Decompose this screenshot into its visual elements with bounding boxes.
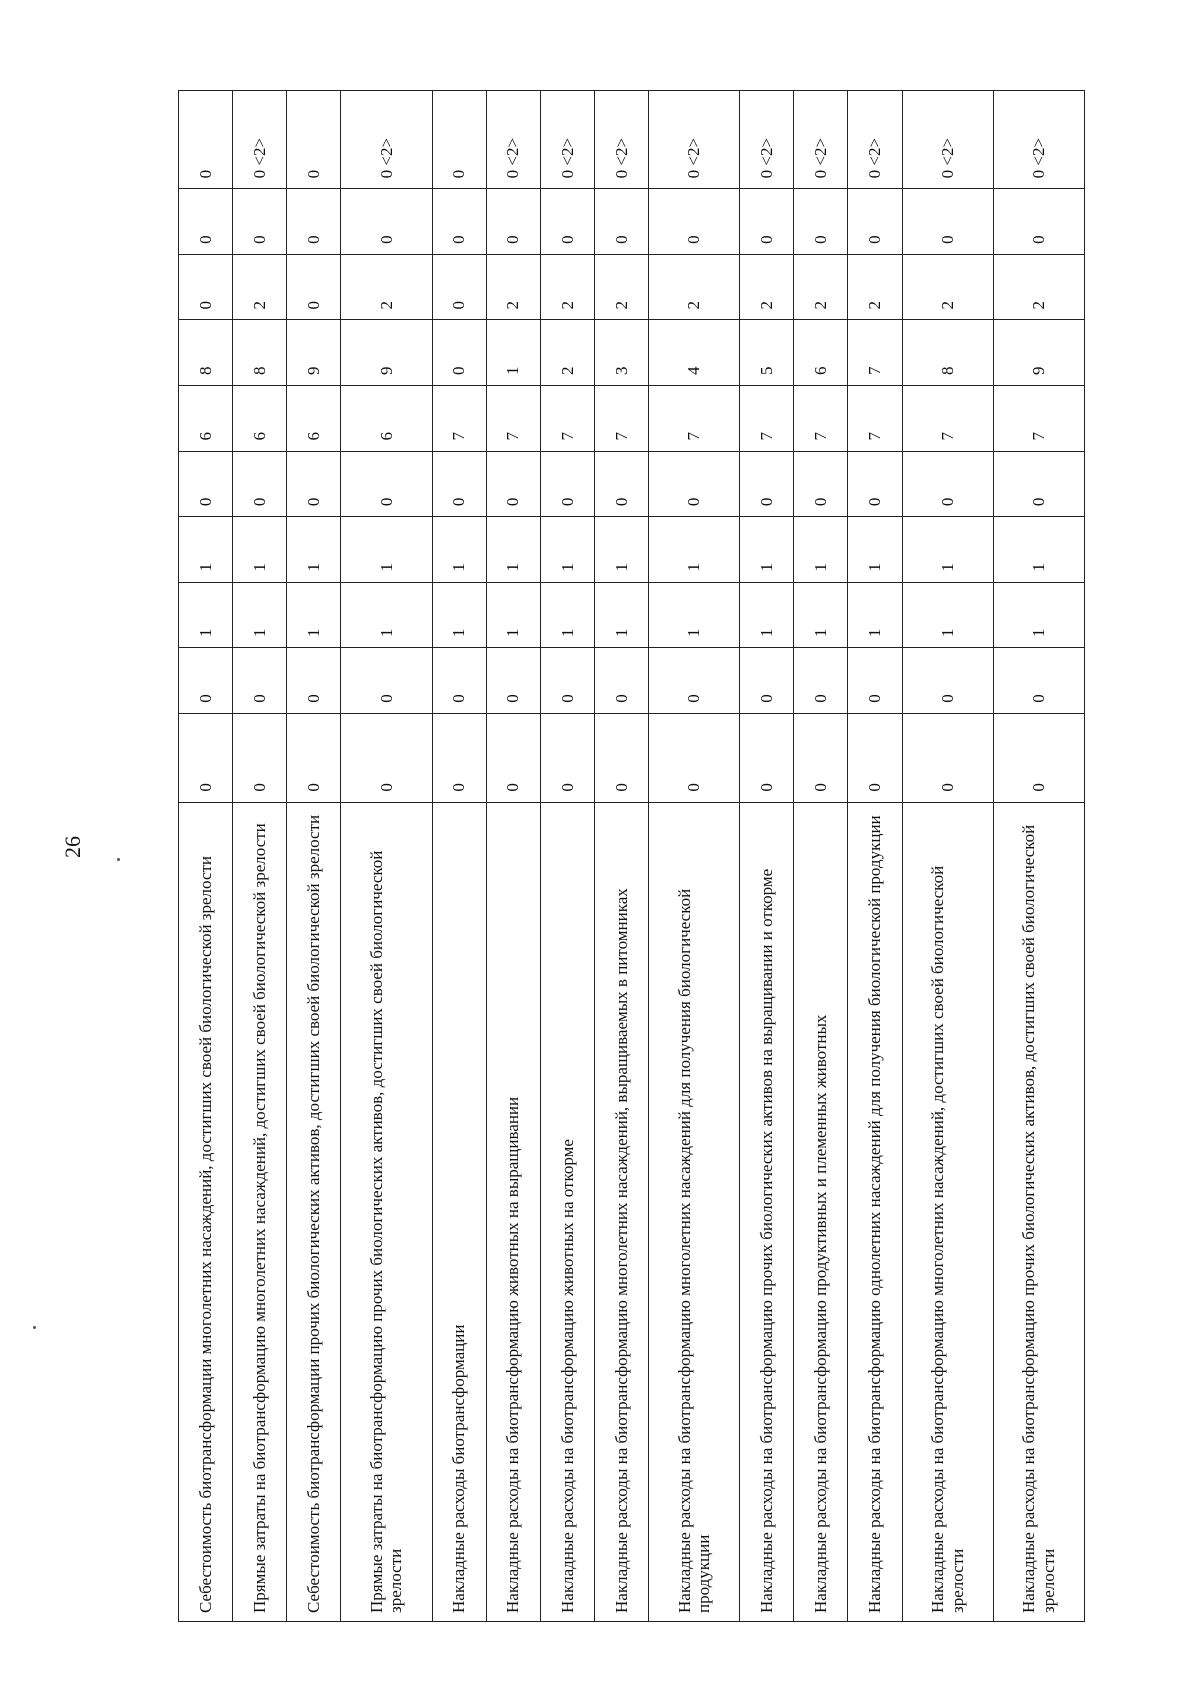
row-name-cell: Накладные расходы биотрансформации — [432, 802, 486, 1621]
code-digit-cell: 1 — [486, 582, 540, 648]
code-digit-cell: 1 — [740, 582, 794, 648]
code-digit-cell: 0 — [287, 451, 341, 517]
code-digit-cell: 1 — [287, 582, 341, 648]
table-row — [848, 91, 902, 1622]
row-name-cell: Прямые затраты на биотрансформацию многолетних насаждений, достигших своей биологической зрелости — [233, 802, 287, 1621]
code-digit-cell: 0 — [179, 254, 233, 320]
code-digit-cell: 1 — [287, 517, 341, 583]
code-digit-cell: 0 — [740, 189, 794, 255]
code-digit-cell: 8 — [233, 320, 287, 386]
code-digit-cell: 1 — [540, 582, 594, 648]
code-digit-cell: 0 — [594, 451, 648, 517]
page-number: 26 — [60, 836, 85, 858]
code-digit-cell: 0 — [848, 713, 902, 802]
code-digit-cell: 0 — [432, 320, 486, 386]
table-row — [341, 91, 432, 1622]
row-name-cell: Накладные расходы на биотрансформацию многолетних насаждений для получения биологической продукции — [649, 802, 740, 1621]
row-name-cell: Накладные расходы на биотрансформацию прочих биологических активов на выращивании и откорме — [740, 802, 794, 1621]
code-digit-cell: 0 — [432, 189, 486, 255]
row-name-cell: Прямые затраты на биотрансформацию прочих биологических активов, достигших своей биологической зрелости — [341, 802, 432, 1621]
code-digit-cell: 0 — [649, 451, 740, 517]
code-digit-cell: 0 — [649, 189, 740, 255]
code-digit-cell: 2 — [540, 320, 594, 386]
code-digit-cell: 1 — [594, 582, 648, 648]
code-digit-cell: 0 — [432, 254, 486, 320]
code-digit-cell: 0 — [233, 713, 287, 802]
code-digit-cell: 0 — [287, 713, 341, 802]
code-digit-cell: 0 — [902, 713, 993, 802]
code-digit-cell: 2 — [233, 254, 287, 320]
table-body — [179, 91, 1085, 1622]
code-digit-cell: 0 — [848, 451, 902, 517]
code-digit-cell: 0 — [179, 648, 233, 714]
table-row — [179, 91, 233, 1622]
code-digit-cell: 2 — [341, 254, 432, 320]
code-digit-cell: 0 — [233, 189, 287, 255]
code-digit-cell: 7 — [740, 385, 794, 451]
code-digit-cell: 0 — [179, 91, 233, 189]
code-digit-cell: 0 — [649, 648, 740, 714]
code-digit-cell: 7 — [486, 385, 540, 451]
code-digit-cell: 7 — [848, 320, 902, 386]
code-digit-cell: 0 <2> — [540, 91, 594, 189]
code-digit-cell: 0 — [740, 648, 794, 714]
code-digit-cell: 7 — [848, 385, 902, 451]
code-digit-cell: 0 — [287, 254, 341, 320]
table-row — [649, 91, 740, 1622]
code-digit-cell: 7 — [649, 385, 740, 451]
code-digit-cell: 0 — [287, 91, 341, 189]
code-digit-cell: 1 — [233, 582, 287, 648]
table-row — [540, 91, 594, 1622]
code-digit-cell: 0 — [594, 189, 648, 255]
code-digit-cell: 7 — [794, 385, 848, 451]
code-digit-cell: 1 — [540, 517, 594, 583]
code-digit-cell: 0 — [740, 713, 794, 802]
row-name-cell: Себестоимость биотрансформации многолетних насаждений, достигших своей биологической зрелости — [179, 802, 233, 1621]
code-digit-cell: 0 — [179, 713, 233, 802]
code-digit-cell: 0 — [540, 451, 594, 517]
table-row — [902, 91, 993, 1622]
code-digit-cell: 0 — [848, 648, 902, 714]
code-digit-cell: 2 — [486, 254, 540, 320]
code-digit-cell: 1 — [486, 320, 540, 386]
code-digit-cell: 0 <2> — [341, 91, 432, 189]
code-digit-cell: 0 — [233, 451, 287, 517]
code-digit-cell: 0 — [594, 713, 648, 802]
table-row — [993, 91, 1084, 1622]
code-digit-cell: 1 — [794, 517, 848, 583]
code-digit-cell: 1 — [179, 582, 233, 648]
scan-speck — [33, 1326, 36, 1329]
code-digit-cell: 0 — [794, 189, 848, 255]
code-digit-cell: 0 — [341, 713, 432, 802]
code-digit-cell: 0 — [179, 451, 233, 517]
code-digit-cell: 2 — [594, 254, 648, 320]
code-digit-cell: 2 — [848, 254, 902, 320]
code-digit-cell: 7 — [432, 385, 486, 451]
code-digit-cell: 0 — [486, 648, 540, 714]
code-digit-cell: 0 — [794, 648, 848, 714]
code-digit-cell: 0 — [594, 648, 648, 714]
code-digit-cell: 9 — [287, 320, 341, 386]
table-row — [233, 91, 287, 1622]
code-digit-cell: 0 — [341, 648, 432, 714]
code-digit-cell: 1 — [740, 517, 794, 583]
table-row — [486, 91, 540, 1622]
code-digit-cell: 0 <2> — [794, 91, 848, 189]
code-digit-cell: 2 — [649, 254, 740, 320]
code-digit-cell: 7 — [594, 385, 648, 451]
code-digit-cell: 0 — [486, 189, 540, 255]
table-row — [794, 91, 848, 1622]
code-digit-cell: 1 — [993, 582, 1084, 648]
code-digit-cell: 2 — [993, 254, 1084, 320]
code-digit-cell: 0 <2> — [594, 91, 648, 189]
code-digit-cell: 0 — [341, 451, 432, 517]
code-digit-cell: 0 — [794, 451, 848, 517]
code-digit-cell: 7 — [993, 385, 1084, 451]
code-digit-cell: 0 — [486, 451, 540, 517]
code-digit-cell: 1 — [594, 517, 648, 583]
code-digit-cell: 0 — [233, 648, 287, 714]
code-digit-cell: 7 — [540, 385, 594, 451]
code-digit-cell: 0 — [432, 648, 486, 714]
code-digit-cell: 0 — [432, 91, 486, 189]
code-digit-cell: 0 — [287, 189, 341, 255]
code-digit-cell: 0 — [902, 189, 993, 255]
code-digit-cell: 1 — [432, 582, 486, 648]
account-codes-table — [178, 90, 1085, 1622]
code-digit-cell: 1 — [432, 517, 486, 583]
code-digit-cell: 6 — [233, 385, 287, 451]
row-name-cell: Накладные расходы на биотрансформацию многолетних насаждений, выращиваемых в питомниках — [594, 802, 648, 1621]
code-digit-cell: 0 <2> — [902, 91, 993, 189]
code-digit-cell: 1 — [902, 517, 993, 583]
code-digit-cell: 0 <2> — [740, 91, 794, 189]
code-digit-cell: 1 — [794, 582, 848, 648]
code-digit-cell: 8 — [179, 320, 233, 386]
row-name-cell: Себестоимость биотрансформации прочих биологических активов, достигших своей биологической зрелости — [287, 802, 341, 1621]
code-digit-cell: 0 <2> — [486, 91, 540, 189]
code-digit-cell: 0 — [432, 451, 486, 517]
code-digit-cell: 1 — [486, 517, 540, 583]
code-digit-cell: 0 — [902, 648, 993, 714]
code-digit-cell: 0 <2> — [649, 91, 740, 189]
code-digit-cell: 0 — [993, 713, 1084, 802]
rotated-table-container — [178, 90, 1085, 1622]
table-row — [740, 91, 794, 1622]
code-digit-cell: 7 — [902, 385, 993, 451]
code-digit-cell: 1 — [649, 582, 740, 648]
table-row — [594, 91, 648, 1622]
code-digit-cell: 1 — [179, 517, 233, 583]
code-digit-cell: 0 — [649, 713, 740, 802]
code-digit-cell: 9 — [341, 320, 432, 386]
code-digit-cell: 6 — [287, 385, 341, 451]
code-digit-cell: 0 <2> — [233, 91, 287, 189]
code-digit-cell: 4 — [649, 320, 740, 386]
code-digit-cell: 0 — [540, 648, 594, 714]
code-digit-cell: 0 — [287, 648, 341, 714]
code-digit-cell: 9 — [993, 320, 1084, 386]
code-digit-cell: 1 — [341, 517, 432, 583]
code-digit-cell: 1 — [848, 517, 902, 583]
code-digit-cell: 0 — [848, 189, 902, 255]
row-name-cell: Накладные расходы на биотрансформацию продуктивных и племенных животных — [794, 802, 848, 1621]
code-digit-cell: 5 — [740, 320, 794, 386]
code-digit-cell: 2 — [902, 254, 993, 320]
code-digit-cell: 6 — [794, 320, 848, 386]
table-row — [432, 91, 486, 1622]
code-digit-cell: 0 — [341, 189, 432, 255]
code-digit-cell: 1 — [993, 517, 1084, 583]
code-digit-cell: 0 <2> — [993, 91, 1084, 189]
code-digit-cell: 2 — [794, 254, 848, 320]
code-digit-cell: 6 — [341, 385, 432, 451]
code-digit-cell: 1 — [233, 517, 287, 583]
code-digit-cell: 0 — [993, 189, 1084, 255]
code-digit-cell: 0 — [486, 713, 540, 802]
code-digit-cell: 1 — [341, 582, 432, 648]
code-digit-cell: 0 <2> — [848, 91, 902, 189]
code-digit-cell: 0 — [740, 451, 794, 517]
code-digit-cell: 0 — [540, 713, 594, 802]
code-digit-cell: 0 — [179, 189, 233, 255]
code-digit-cell: 3 — [594, 320, 648, 386]
row-name-cell: Накладные расходы на биотрансформацию животных на выращивании — [486, 802, 540, 1621]
code-digit-cell: 0 — [993, 648, 1084, 714]
code-digit-cell: 6 — [179, 385, 233, 451]
scan-speck — [117, 858, 120, 861]
code-digit-cell: 0 — [432, 713, 486, 802]
code-digit-cell: 1 — [902, 582, 993, 648]
row-name-cell: Накладные расходы на биотрансформацию прочих биологических активов, достигших своей биологической зрелости — [993, 802, 1084, 1621]
code-digit-cell: 0 — [993, 451, 1084, 517]
code-digit-cell: 8 — [902, 320, 993, 386]
code-digit-cell: 2 — [540, 254, 594, 320]
table-row — [287, 91, 341, 1622]
code-digit-cell: 2 — [740, 254, 794, 320]
row-name-cell: Накладные расходы на биотрансформацию многолетних насаждений, достигших своей биологической зрелости — [902, 802, 993, 1621]
code-digit-cell: 0 — [540, 189, 594, 255]
code-digit-cell: 1 — [848, 582, 902, 648]
row-name-cell: Накладные расходы на биотрансформацию однолетних насаждений для получения биологической продукции — [848, 802, 902, 1621]
code-digit-cell: 1 — [649, 517, 740, 583]
row-name-cell: Накладные расходы на биотрансформацию животных на откорме — [540, 802, 594, 1621]
code-digit-cell: 0 — [794, 713, 848, 802]
code-digit-cell: 0 — [902, 451, 993, 517]
